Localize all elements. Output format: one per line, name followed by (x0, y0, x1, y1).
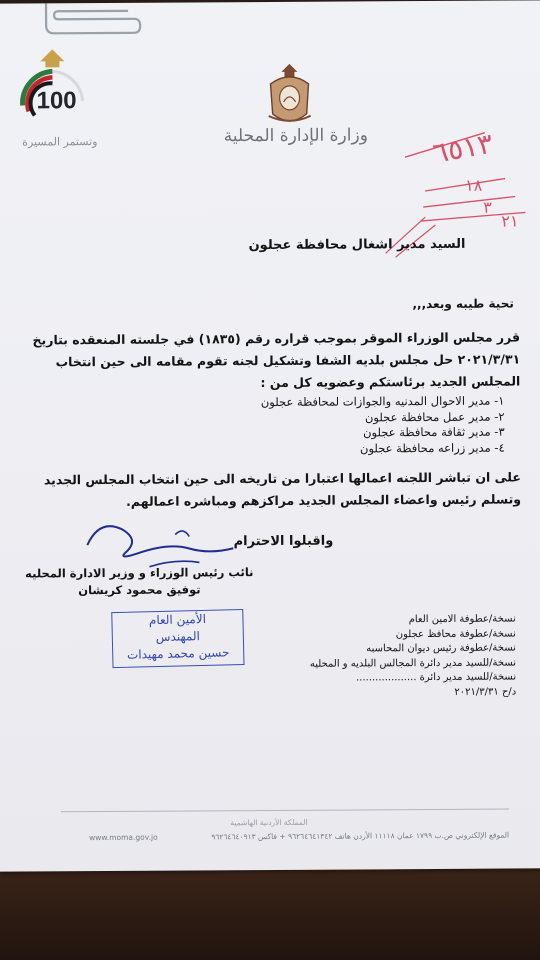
centennial-emblem-icon (12, 45, 93, 135)
handwritten-date-part-2: ٣ (483, 197, 492, 217)
addressee: السيد مدير اشغال محافظة عجلون (248, 236, 466, 254)
jordan-coat-of-arms-icon (262, 62, 316, 128)
copies-list (256, 612, 517, 701)
footer-contact-details: الموقع الإلكتروني ص.ب ١٧٩٩ عمان ١١١١٨ الأردن هاتف ٩٦٢٦٤٦٤١٣٤٢ + فاكس ٩٦٢٦٤٦٤٠٩١٣ (211, 830, 510, 842)
stamp-name: حسين محمد مهيدات (126, 645, 230, 662)
closing-phrase: واقبلوا الاحترام (233, 533, 334, 550)
centennial-tagline: وتستمر المسيرة (22, 135, 98, 149)
handwritten-number: ٦٥١٣ (430, 126, 496, 170)
list-item: ٣- مدير ثقافة محافظة عجلون (363, 424, 505, 440)
list-item: د/ح ٢٠٢١/٣/٣١ (454, 685, 517, 698)
paper-clip-icon (42, 0, 142, 37)
centennial-logo (12, 45, 93, 135)
ministry-name: وزارة الإدارة المحلية (223, 125, 368, 147)
footer-kingdom: المملكة الأردنية الهاشمية (230, 817, 308, 828)
handwritten-date-part-3: ٢١ (501, 211, 519, 231)
instruction-paragraph: على ان تباشر اللجنه اعمالها اعتبارا من تاريخه الى حين انتخاب المجلس الجديد وتسلم رئيس واعضاء المجلس الجديد مراكزهم ومباشره اعمالهم. (43, 469, 522, 509)
list-item: نسخة/عطوفة محافظ عجلون (395, 627, 516, 640)
signer-title: نائب رئيس الوزراء و وزير الادارة المحليه (25, 565, 254, 581)
signer-name: توفيق محمود كريشان (78, 582, 201, 598)
list-item: ١- مدير الاحوال المدنيه والجوازات لمحافظة عجلون (260, 393, 505, 410)
committee-members-list (254, 394, 504, 458)
table-surface (0, 868, 540, 960)
list-item: نسخة/عطوفة رئيس ديوان المحاسبه (366, 642, 516, 655)
list-item: نسخة/عطوفة الامين العام (408, 613, 516, 626)
list-item: نسخة/للسيد مدير دائرة المجالس البلديه و المحليه (309, 656, 517, 670)
signer-block (25, 564, 254, 599)
greeting: تحية طيبه وبعد,,, (412, 296, 514, 312)
footer-contact-bar (89, 830, 510, 843)
footer-website: www.moma.gov.jo (89, 832, 158, 843)
footer-divider (61, 809, 509, 813)
list-item: ٤- مدير زراعه محافظة عجلون (359, 440, 505, 455)
centennial-number: 100 (36, 87, 77, 115)
list-item: نسخة/للسيد مدير دائرة ................... (356, 671, 517, 684)
official-stamp (111, 609, 244, 668)
stamp-rank: المهندس (155, 629, 201, 645)
stamp-title: الأمين العام (148, 611, 207, 628)
list-item: ٢- مدير عمل محافظة عجلون (364, 409, 505, 424)
handwritten-date-part-1: ١٨ (465, 175, 483, 195)
decision-paragraph: قرر مجلس الوزراء الموقر بموجب قراره رقم (١٨٣٥) في جلسته المنعقده بتاريخ ٢٠٢١/٣/٣١ حل مجلس بلديه الشفا وتشكيل لجنه تقوم مقامه الى حين انتخاب المجلس الجديد برئاستكم وعضويه كل من : (32, 329, 521, 391)
